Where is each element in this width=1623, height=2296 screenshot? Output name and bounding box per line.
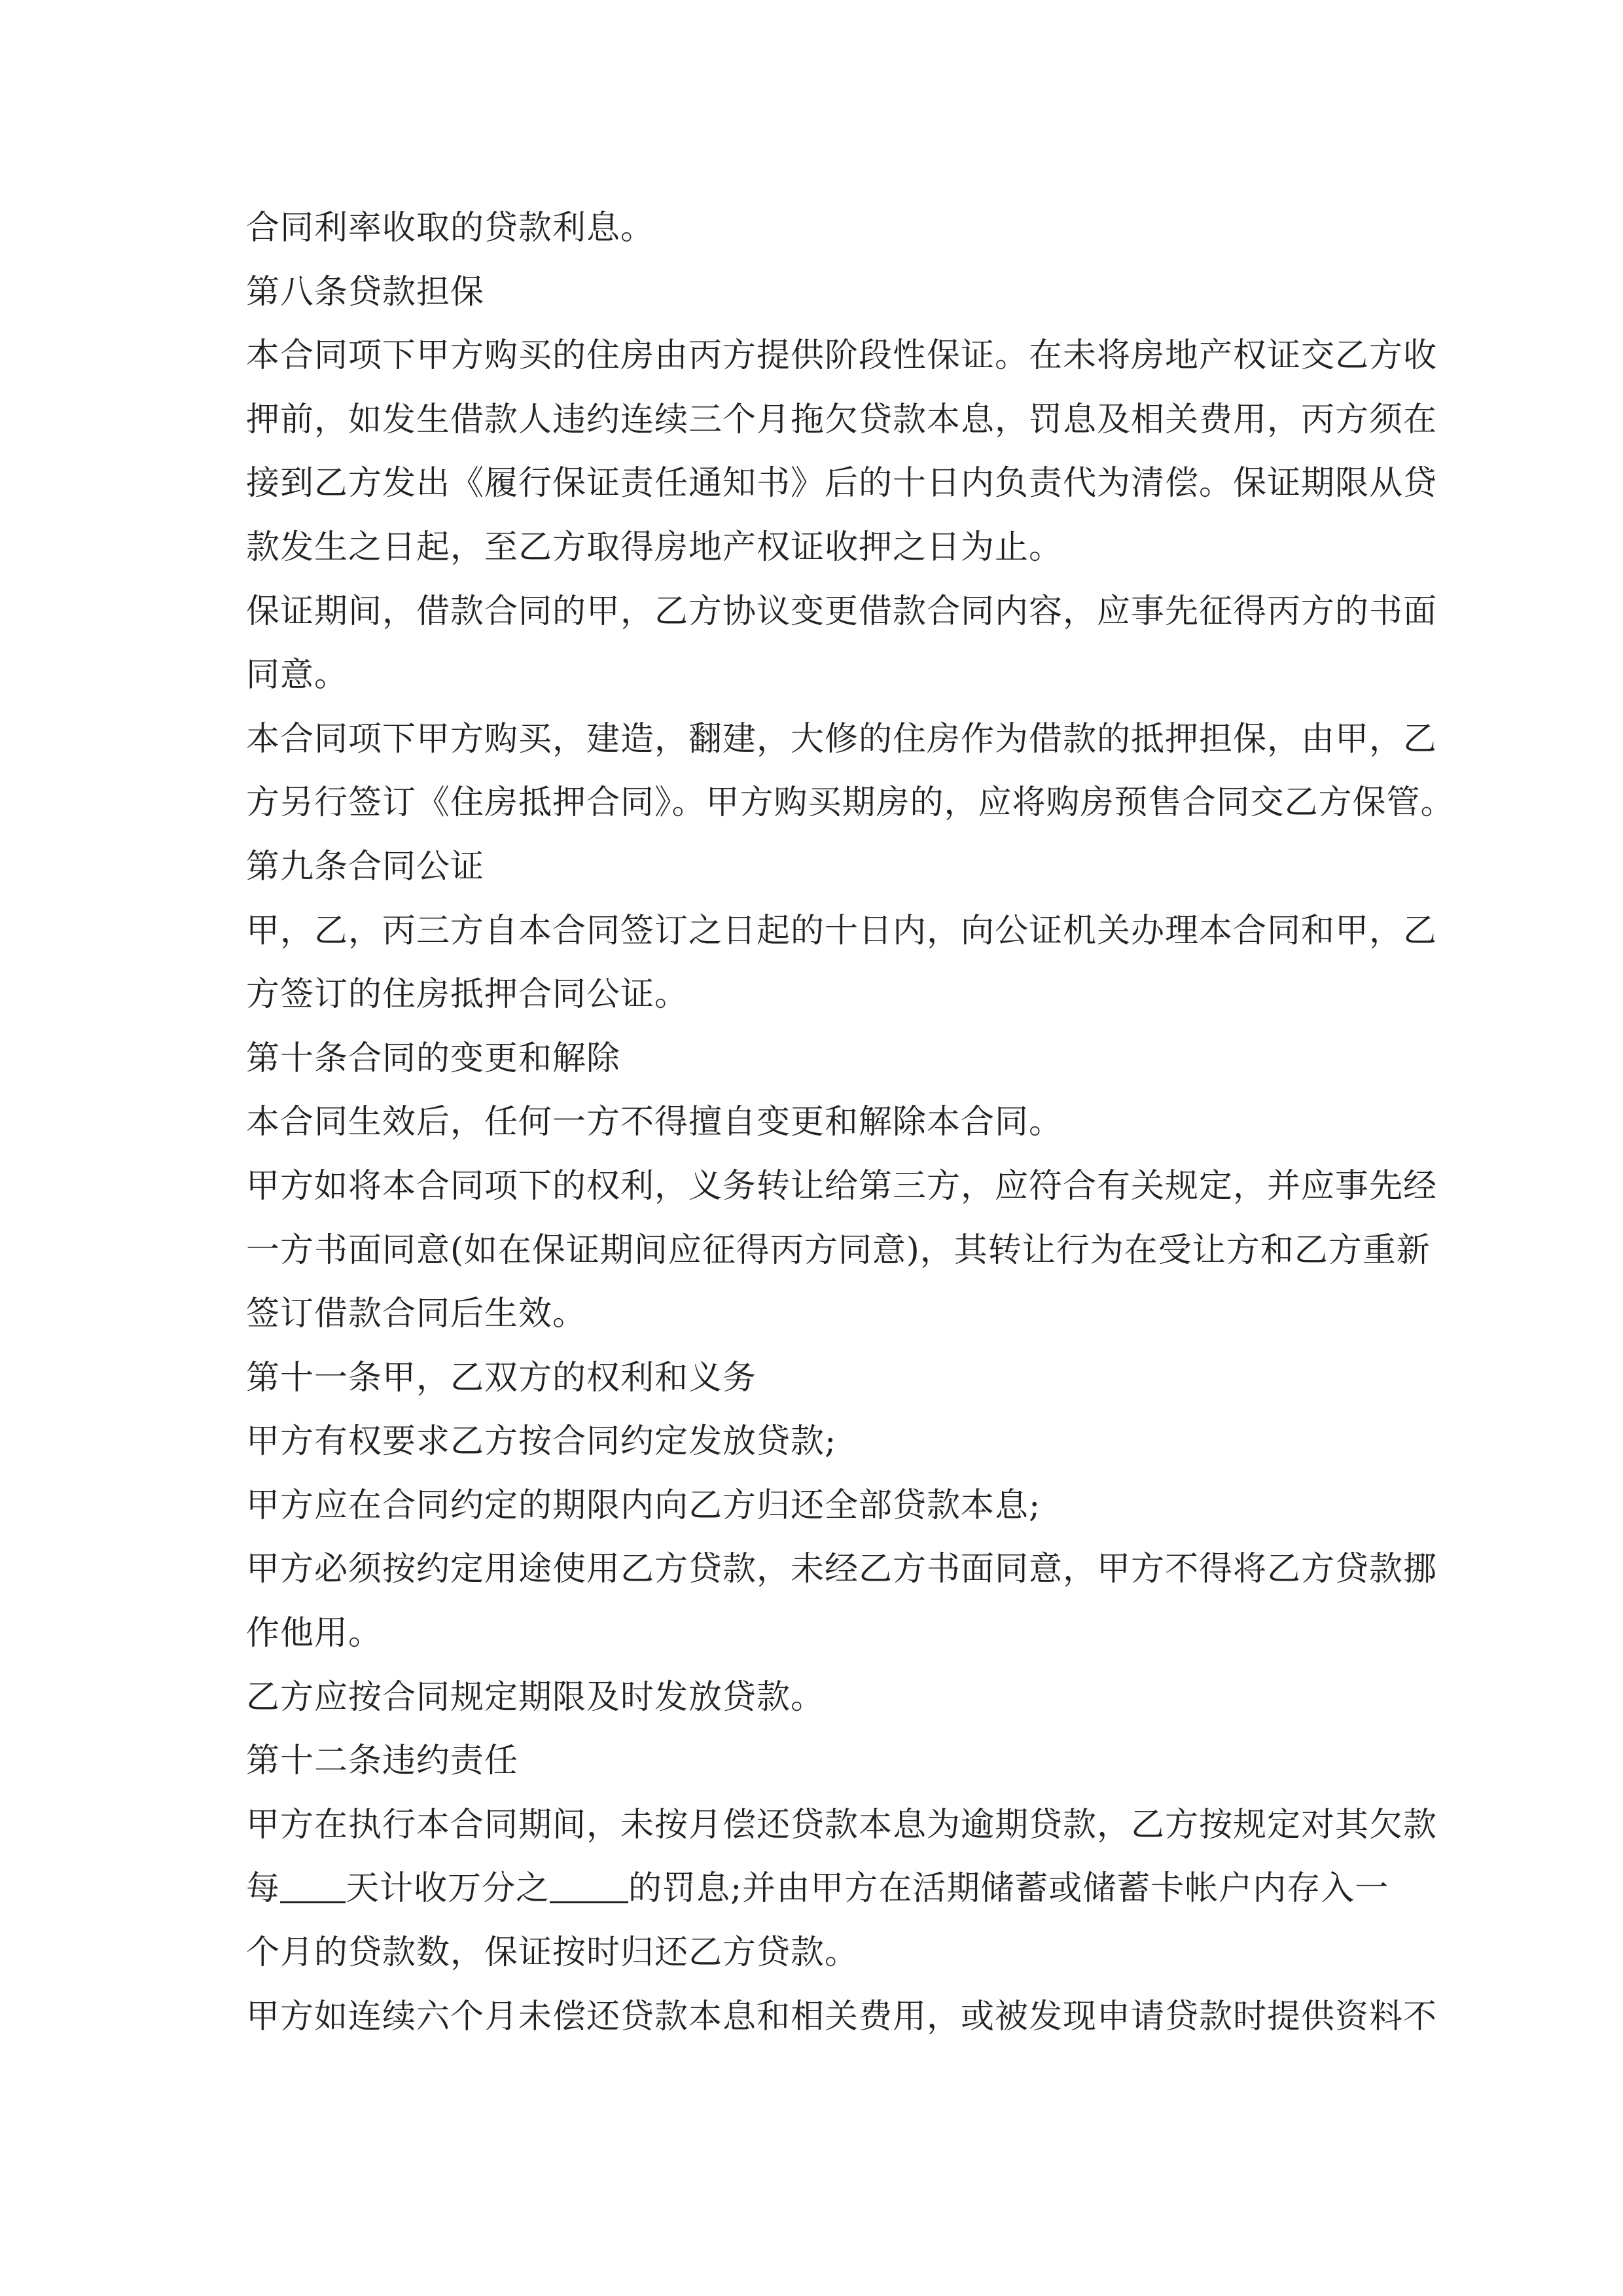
section-heading-article-10: 第十条合同的变更和解除 <box>246 1039 621 1078</box>
text-line: 甲，乙，丙三方自本合同签订之日起的十日内，向公证机关办理本合同和甲，乙 <box>246 911 1438 950</box>
penalty-text-part: 天计收万分之 <box>346 1869 550 1909</box>
text-line: 接到乙方发出《履行保证责任通知书》后的十日内负责代为清偿。保证期限从贷 <box>246 464 1438 503</box>
penalty-text-part: 的罚息;并由甲方在活期储蓄或储蓄卡帐户内存入一 <box>628 1869 1389 1909</box>
text-line: 押前，如发生借款人违约连续三个月拖欠贷款本息，罚息及相关费用，丙方须在 <box>246 400 1438 439</box>
days-blank-field[interactable] <box>280 1869 346 1903</box>
text-line: 本合同项下甲方购买的住房由丙方提供阶段性保证。在未将房地产权证交乙方收 <box>246 336 1438 376</box>
text-line: 方签订的住房抵押合同公证。 <box>246 975 689 1014</box>
penalty-rate-line <box>246 1857 1389 1921</box>
text-line: 本合同生效后，任何一方不得擅自变更和解除本合同。 <box>246 1103 1063 1142</box>
section-heading-article-8: 第八条贷款担保 <box>246 272 485 312</box>
text-line: 签订借款合同后生效。 <box>246 1295 587 1334</box>
text-line: 同意。 <box>246 656 349 695</box>
text-line: 甲方如连续六个月未偿还贷款本息和相关费用，或被发现申请贷款时提供资料不 <box>246 1997 1438 2036</box>
text-line: 甲方必须按约定用途使用乙方贷款，未经乙方书面同意，甲方不得将乙方贷款挪 <box>246 1550 1438 1589</box>
contract-body <box>246 196 1455 2049</box>
text-line: 本合同项下甲方购买，建造，翻建，大修的住房作为借款的抵押担保，由甲，乙 <box>246 719 1438 759</box>
penalty-text-part: 每 <box>246 1869 281 1909</box>
section-heading-article-11: 第十一条甲，乙双方的权利和义务 <box>246 1358 757 1397</box>
text-line: 甲方有权要求乙方按合同约定发放贷款; <box>246 1422 837 1462</box>
text-line: 甲方如将本合同项下的权利，义务转让给第三方，应符合有关规定，并应事先经 <box>246 1166 1438 1206</box>
text-line: 方另行签订《住房抵押合同》。甲方购买期房的，应将购房预售合同交乙方保管。 <box>246 783 1455 823</box>
section-heading-article-9: 第九条合同公证 <box>246 847 485 886</box>
rate-blank-field[interactable] <box>550 1869 628 1903</box>
text-line: 个月的贷款数，保证按时归还乙方贷款。 <box>246 1933 859 1973</box>
text-line: 一方书面同意(如在保证期间应征得丙方同意)，其转让行为在受让方和乙方重新 <box>246 1230 1431 1270</box>
text-line: 合同利率收取的贷款利息。 <box>246 209 655 247</box>
text-line: 保证期间，借款合同的甲，乙方协议变更借款合同内容，应事先征得丙方的书面 <box>246 592 1438 631</box>
text-line: 作他用。 <box>246 1614 383 1653</box>
text-line: 款发生之日起，至乙方取得房地产权证收押之日为止。 <box>246 528 1063 567</box>
text-line: 乙方应按合同规定期限及时发放贷款。 <box>246 1677 825 1717</box>
text-line: 甲方应在合同约定的期限内向乙方归还全部贷款本息; <box>246 1486 1041 1525</box>
section-heading-article-12: 第十二条违约责任 <box>246 1742 519 1781</box>
text-line: 甲方在执行本合同期间，未按月偿还贷款本息为逾期贷款，乙方按规定对其欠款 <box>246 1805 1438 1844</box>
